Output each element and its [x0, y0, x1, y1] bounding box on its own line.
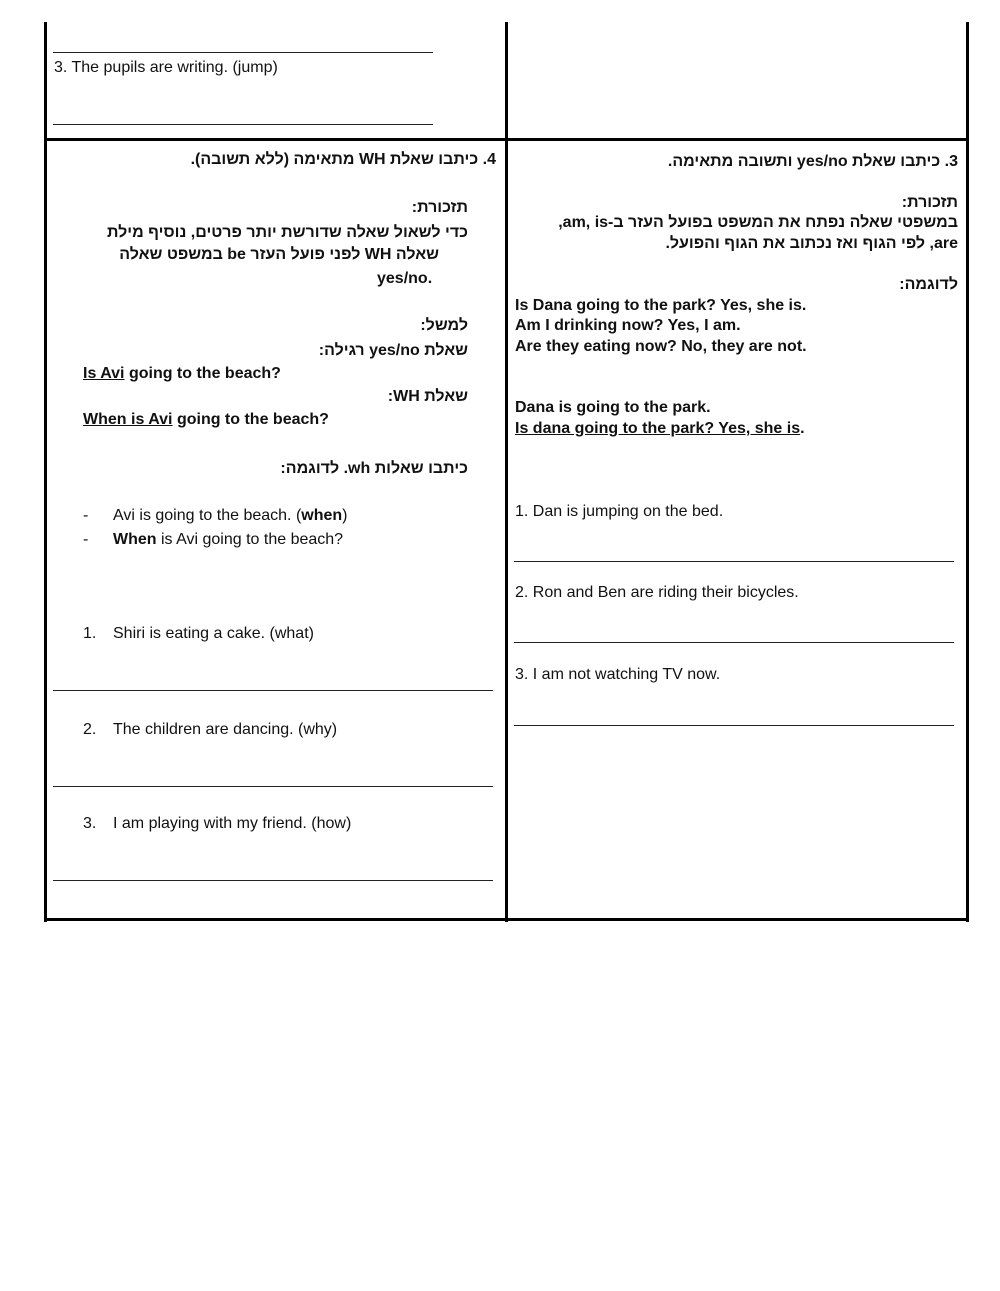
left-example-label: למשל: [420, 317, 468, 334]
left-write-label: כיתבו שאלות wh. לדוגמה: [280, 460, 468, 477]
answer-line-right-1[interactable] [514, 561, 954, 562]
left-bullet-example-2: When is Avi going to the beach? [113, 531, 344, 548]
right-example-3: Are they eating now? No, they are not. [515, 338, 807, 355]
left-yesno-rest: going to the beach? [124, 365, 281, 382]
left-yesno-underlined: Is Avi [83, 365, 125, 382]
table-border-left [44, 22, 47, 922]
table-border-middle [505, 22, 508, 922]
table-border-right [966, 22, 969, 922]
answer-line-left-2[interactable] [53, 786, 493, 787]
left-yesno-example [83, 365, 281, 383]
answer-line-left-1[interactable] [53, 690, 493, 691]
answer-line-top-2[interactable] [53, 124, 433, 125]
table-border-bottom [44, 918, 969, 921]
left-bullet-example-1: Avi is going to the beach. (when) [113, 507, 348, 524]
left-wh-label: שאלת WH: [387, 388, 468, 405]
left-wh-rest: going to the beach? [172, 411, 329, 428]
answer-line-left-3[interactable] [53, 880, 493, 881]
left-wh-underlined: When is Avi [83, 411, 173, 428]
left-question-3: 3. I am playing with my friend. (how) [83, 815, 352, 832]
right-reminder-line-2: are, לפי הגוף ואז נכתוב את הגוף והפועל. [665, 235, 958, 252]
left-regular-question-label: שאלת yes/no רגילה: [318, 342, 468, 359]
left-reminder-label: תזכורת: [411, 199, 468, 216]
left-exercise-title: 4. כיתבו שאלת WH מתאימה (ללא תשובה). [190, 151, 496, 168]
top-item-3: 3. The pupils are writing. (jump) [54, 59, 278, 76]
when-bold: when [301, 507, 343, 524]
right-example-4: Dana is going to the park. [515, 399, 711, 416]
right-example-1: Is Dana going to the park? Yes, she is. [515, 297, 807, 314]
left-reminder-line-1: כדי לשאול שאלה שדורשת יותר פרטים, נוסיף מילת [106, 224, 468, 241]
right-example-5: Is dana going to the park? Yes, she is. [515, 420, 805, 437]
bullet-dash-1: - [83, 507, 89, 524]
left-wh-example [83, 411, 329, 429]
table-row-divider [44, 138, 969, 141]
left-question-1: 1. Shiri is eating a cake. (what) [83, 625, 314, 642]
right-example-2: Am I drinking now? Yes, I am. [515, 317, 741, 334]
right-reminder-line-1: במשפטי שאלה נפתח את המשפט בפועל העזר ב-am, is, [558, 214, 958, 231]
right-question-2: 2. Ron and Ben are riding their bicycles. [515, 584, 799, 601]
answer-line-right-3[interactable] [514, 725, 954, 726]
right-exercise-title: 3. כיתבו שאלת yes/no ותשובה מתאימה. [667, 153, 958, 170]
right-question-1: 1. Dan is jumping on the bed. [515, 503, 724, 520]
right-question-3: 3. I am not watching TV now. [515, 666, 721, 683]
answer-line-top-1[interactable] [53, 52, 433, 53]
left-reminder-line-3: yes/no. [377, 270, 433, 287]
when-bold-2: When [113, 531, 157, 548]
left-reminder-line-2: שאלה WH לפני פועל העזר be במשפט שאלה [119, 246, 439, 263]
right-reminder-label: תזכורת: [901, 194, 958, 211]
left-question-2: 2. The children are dancing. (why) [83, 721, 338, 738]
right-example-label: לדוגמה: [899, 276, 958, 293]
answer-line-right-2[interactable] [514, 642, 954, 643]
bullet-dash-2: - [83, 531, 89, 548]
